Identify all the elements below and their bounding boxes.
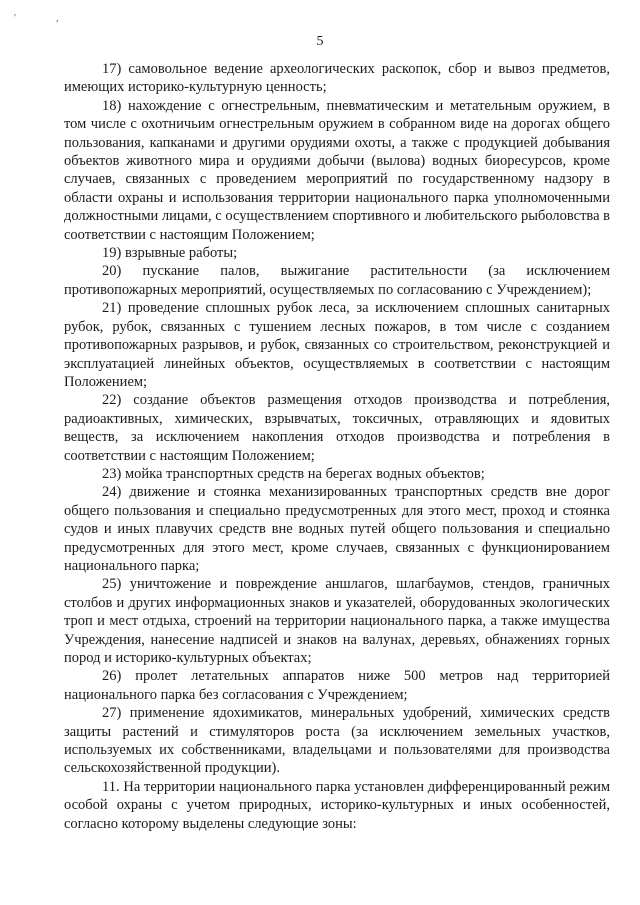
paragraph-item-17: 17) самовольное ведение археологических раскопок, сбор и вывоз предметов, имеющих историко-культурную ценность;: [64, 61, 610, 96]
paragraph-item-20: 20) пускание палов, выжигание растительности (за исключением противопожарных мероприятий, осуществляемых по согласованию с Учреждением);: [64, 263, 610, 298]
paragraph-item-24: 24) движение и стоянка механизированных транспортных средств вне дорог общего пользования и специально предусмотренных для этого мест, проход и стоянка судов и иных плавучих средств вне водных путей общего пользования и специально предусмотренных для этого мест, кроме случаев, связанных с функционированием национального парка;: [64, 484, 610, 574]
paragraph-item-18: 18) нахождение с огнестрельным, пневматическим и метательным оружием, в том числе с охотничьим огнестрельным оружием в собранном виде на дорогах общего пользования, капканами и другими орудиями охоты, а также с продукцией добывания объектов животного мира и орудиями добычи (вылова) водных биоресурсов, кроме случаев, связанных с проведением мероприятий по государственному надзору в области охраны и использования территории национального парка уполномоченными должностными лицами, с осуществлением спортивного и любительского рыболовства в соответствии с настоящим Положением;: [64, 97, 610, 243]
scan-mark-left: ': [14, 13, 16, 24]
paragraph-item-21: 21) проведение сплошных рубок леса, за исключением сплошных санитарных рубок, рубок, связанных с тушением лесных пожаров, в том числе с созданием противопожарных разрывов, и рубок, связанных со строительством, реконструкцией и эксплуатацией линейных объектов, осуществляемых в соответствии с настоящим Положением;: [64, 300, 610, 390]
document-body: [64, 60, 610, 833]
paragraph-item-22: 22) создание объектов размещения отходов производства и потребления, радиоактивных, химических, взрывчатых, токсичных, отравляющих и ядовитых веществ, за исключением накопления отходов производства и потребления в соответствии с настоящим Положением;: [64, 392, 610, 464]
page-number: 5: [316, 34, 324, 49]
paragraph-item-23: 23) мойка транспортных средств на берегах водных объектов;: [102, 465, 485, 482]
paragraph-section-11: 11. На территории национального парка установлен дифференцированный режим особой охраны с учетом природных, историко-культурных и иных особенностей, согласно которому выделены следующие зоны:: [64, 778, 610, 832]
paragraph-item-27: 27) применение ядохимикатов, минеральных удобрений, химических средств защиты растений и стимуляторов роста (за исключением земельных участков, используемых их собственниками, владельцами и пользователями для производства сельскохозяйственной продукции).: [64, 705, 610, 777]
scan-mark-right: ,: [56, 13, 59, 24]
paragraph-item-26: 26) пролет летательных аппаратов ниже 500 метров над территорией национального парка без согласования с Учреждением;: [64, 668, 610, 703]
paragraph-item-19: 19) взрывные работы;: [102, 245, 238, 262]
paragraph-item-25: 25) уничтожение и повреждение аншлагов, шлагбаумов, стендов, граничных столбов и других информационных знаков и указателей, оборудованных экологических троп и мест отдыха, строений на территории национального парка, а также имущества Учреждения, нанесение надписей и знаков на валунах, деревьях, обнажениях горных пород и историко-культурных объектах;: [64, 576, 610, 666]
